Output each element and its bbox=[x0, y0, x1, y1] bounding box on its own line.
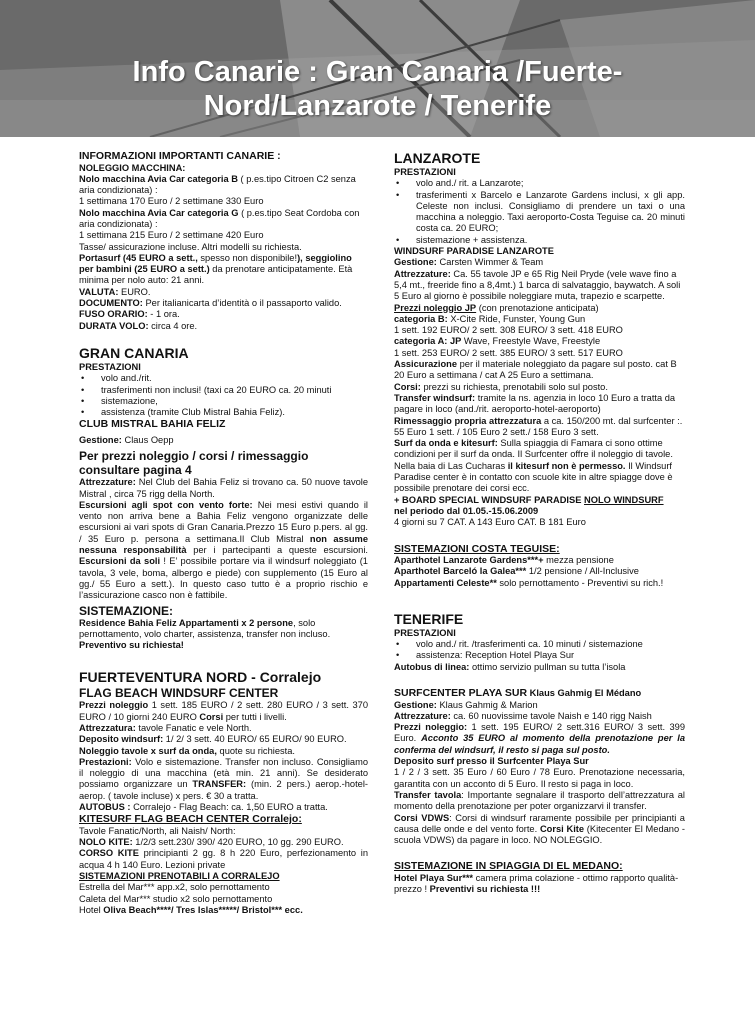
list-item: • sistemazione + assistenza. bbox=[394, 235, 685, 246]
list-item: • assistenza (tramite Club Mistral Bahia Feliz). bbox=[79, 407, 368, 418]
tf-deposito-text: 1 / 2 / 3 sett. 35 Euro / 60 Euro / 78 Euro. Prenotazione necessaria, garantita con un acconto di 5 Euro. Il resto si paga in loco. bbox=[394, 767, 685, 789]
page-title bbox=[0, 55, 755, 123]
lz-cat-b: categoria B: X-Cite Ride, Funster, Young Gun bbox=[394, 313, 586, 324]
tf-sistemazione-heading: SISTEMAZIONE IN SPIAGGIA DI EL MEDANO: bbox=[394, 860, 623, 873]
tf-attrezzature: Attrezzature: ca. 60 nuovissime tavole Naish e 140 rigg Naish bbox=[394, 710, 652, 721]
tf-corsi: Corsi VDWS: Corsi di windsurf raramente possibile per principianti a causa delle onde e del vento forte. Corsi Kite (Kitecenter El Medano - scuola VDWS) da pagare in loco. NO NOLEGGIO. bbox=[394, 812, 685, 846]
lz-transfer: Transfer windsurf: tramite la ns. agenzia in loco 10 Euro a tratta da pagare in loco (and./rit. aeroporto-hotel-aeroporto) bbox=[394, 392, 676, 415]
lz-prezzi: Prezzi noleggio JP (con prenotazione anticipata) bbox=[394, 302, 599, 313]
documento-text: DOCUMENTO: Per italianicarta d’identità o il passaporto valido. bbox=[79, 298, 342, 309]
gc-prestazioni-list bbox=[79, 373, 368, 418]
fv-sistemazioni-heading: SISTEMAZIONI PRENOTABILI A CORRALEJO bbox=[79, 871, 280, 882]
lz-special-period: nel periodo dal 01.05.-15.06.2009 bbox=[394, 505, 539, 516]
fv-corso-kite: CORSO KITE principianti 2 gg. 8 h 220 Euro, perfezionamento in acqua 4 h 140 Euro. Lezioni private bbox=[79, 848, 368, 870]
fv-nolo-kite: NOLO KITE: 1/2/3 sett.230/ 390/ 420 EURO, 10 gg. 290 EURO. bbox=[79, 837, 344, 848]
lz-attrezzature: Attrezzature: Ca. 55 tavole JP e 65 Rig Neil Pryde (vele wave fino a 5,4 mt., freeride fino a 8,4mt.) 1 barca di salvataggio, baywatch. A soli 5 Euro al giorno è possibile noleggiare muta, trapezio e scarpette. bbox=[394, 268, 681, 302]
valuta-text: VALUTA: EURO. bbox=[79, 286, 151, 297]
fv-hotel-1: Estrella del Mar*** app.x2, solo pernottamento bbox=[79, 882, 270, 893]
flag-beach-heading: FLAG BEACH WINDSURF CENTER bbox=[79, 686, 279, 701]
list-item: • assistenza: Reception Hotel Playa Sur bbox=[394, 650, 685, 661]
lz-rimessaggio: Rimessaggio propria attrezzatura a ca. 150/200 mt. dal surfcenter :. 55 Euro 1 sett. / 105 Euro 2 sett./ 158 Euro 3 sett. bbox=[394, 415, 683, 437]
info-heading: INFORMAZIONI IMPORTANTI CANARIE : bbox=[79, 150, 281, 162]
rental-heading: NOLEGGIO MACCHINA: bbox=[79, 162, 186, 173]
lz-sistemazioni-heading: SISTEMAZIONI COSTA TEGUISE: bbox=[394, 542, 560, 555]
title-line-2: Nord/Lanzarote / Tenerife bbox=[203, 90, 552, 122]
fv-deposito: Deposito windsurf: 1/ 2/ 3 sett. 40 EURO/ 65 EURO/ 90 EURO. bbox=[79, 734, 347, 745]
car-g-text: Nolo macchina Avia Car categoria G ( p.es.tipo Seat Cordoba con aria condizionata) : bbox=[79, 207, 360, 229]
tf-deposito-heading: Deposito surf presso il Surfcenter Playa Sur bbox=[394, 756, 589, 767]
lz-special-prices: 4 giorni su 7 CAT. A 143 Euro CAT. B 181 Euro bbox=[394, 517, 586, 528]
windsurf-paradise-heading: WINDSURF PARADISE LANZAROTE bbox=[394, 246, 554, 257]
list-item: • sistemazione, bbox=[79, 396, 368, 407]
tf-prezzi: Prezzi noleggio: 1 sett. 195 EURO/ 2 sett.316 EURO/ 3 sett. 399 Euro. Acconto 35 EURO al momento della prenotazione per la conferma del windsurf, il resto si paga sul posto. bbox=[394, 722, 685, 755]
fuso-text: FUSO ORARIO: - 1 ora. bbox=[79, 309, 180, 320]
gc-sistemazione-text: Residence Bahia Feliz Appartamenti x 2 persone, solo pernottamento, volo charter, assistenza, transfer non incluso. Preventivo su richiesta! bbox=[79, 617, 331, 651]
list-item: • volo and./ rit. a Lanzarote; bbox=[394, 178, 685, 189]
list-item: • volo and./rit. bbox=[79, 373, 368, 384]
fv-hotel-2: Caleta del Mar*** studio x2 solo pernottamento bbox=[79, 893, 273, 904]
header-banner bbox=[0, 0, 755, 137]
fv-autobus: AUTOBUS : Corralejo - Flag Beach: ca. 1,50 EURO a tratta. bbox=[79, 802, 328, 813]
title-line-1: Info Canarie : Gran Canaria /Fuerte- bbox=[132, 56, 623, 88]
lz-hotel-1: Aparthotel Lanzarote Gardens***+ mezza pensione bbox=[394, 555, 614, 565]
durata-text: DURATA VOLO: circa 4 ore. bbox=[79, 320, 198, 331]
tf-transfer: Transfer tavola: Importante segnalare il trasporto dell’attrezzatura al momento della prenotazione per poter organizzarvi il transfer. bbox=[394, 789, 685, 812]
right-column bbox=[394, 150, 685, 896]
portasurf-text: Portasurf (45 EURO a sett., spesso non disponibile!), seggiolino per bambini (25 EURO a sett.) da prenotare anticipatamente. Età minima per nolo auto: 21 anni. bbox=[79, 252, 353, 286]
tf-prestazioni-label: PRESTAZIONI bbox=[394, 627, 456, 638]
lz-cat-a: categoria A: JP Wave, Freestyle Wave, Freestyle bbox=[394, 336, 601, 347]
tf-hotel: Hotel Playa Sur*** camera prima colazione - ottimo rapporto qualità-prezzo ! Preventivi su richiesta !!! bbox=[394, 872, 679, 895]
kitesurf-heading: KITESURF FLAG BEACH CENTER Corralejo: bbox=[79, 813, 302, 826]
gc-prezzi-heading: Per prezzi noleggio / corsi / rimessaggio consultare pagina 4 bbox=[79, 449, 309, 478]
lz-surf-onda: Surf da onda e kitesurf: Sulla spiaggia di Famara ci sono ottime condizioni per il surf da onda. Il Surfcenter offre il noleggio di tavole. Nella baia di Las Cucharas il kitesurf non è permesso. Il Windsurf Paradise center è in contatto con scuole kite in altre spiagge dove è possibile prenotare dei corsi ecc. bbox=[394, 438, 673, 494]
gc-attrezzatura: Attrezzature: Nel Club del Bahia Feliz si trovano ca. 50 nuove tavole Mistral , circa 75 rigg della North. bbox=[79, 477, 368, 499]
lanzarote-heading: LANZAROTE bbox=[394, 150, 481, 166]
lz-assicurazione: Assicurazione per il materiale noleggiato da pagare sul posto. cat B 20 Euro a settimana / cat A 25 Euro a settimana. bbox=[394, 359, 677, 381]
list-item: • volo and./ rit. /trasferimenti ca. 10 minuti / sistemazione bbox=[394, 639, 685, 650]
taxes-text: Tasse/ assicurazione incluse. Altri modelli su richiesta. bbox=[79, 241, 302, 252]
club-mistral-heading: CLUB MISTRAL BAHIA FELIZ bbox=[79, 418, 226, 431]
tf-gestione: Gestione: Klaus Gahmig & Marion bbox=[394, 699, 538, 710]
tf-surfcenter-heading: SURFCENTER PLAYA SUR Klaus Gahmig El Médano bbox=[394, 687, 642, 700]
tf-autobus: Autobus di linea: ottimo servizio pullman su tutta l’isola bbox=[394, 661, 626, 672]
lz-hotel-2: Aparthotel Barceló la Galea*** 1/2 pensione / All-Inclusive bbox=[394, 566, 639, 577]
left-column bbox=[79, 150, 368, 916]
lz-prestazioni-label: PRESTAZIONI bbox=[394, 167, 456, 177]
lz-special: + BOARD SPECIAL WINDSURF PARADISE NOLO WINDSURF bbox=[394, 494, 664, 505]
fv-hotel-3: Hotel Oliva Beach****/ Tres Islas*****/ Bristol*** ecc. bbox=[79, 904, 303, 915]
gran-canaria-heading: GRAN CANARIA bbox=[79, 344, 189, 361]
fv-noleggio: Noleggio tavole x surf da onda, quote su richiesta. bbox=[79, 745, 295, 756]
lz-hotel-3: Appartamenti Celeste** solo pernottamento - Preventivi su rich.! bbox=[394, 577, 664, 588]
gc-prestazioni-label: PRESTAZIONI bbox=[79, 361, 141, 372]
lz-gestione: Gestione: Carsten Wimmer & Team bbox=[394, 257, 544, 268]
lz-cat-a-prices: 1 sett. 253 EURO/ 2 sett. 385 EURO/ 3 sett. 517 EURO bbox=[394, 347, 623, 358]
car-b-text: Nolo macchina Avia Car categoria B ( p.es.tipo Citroen C2 senza aria condizionata) : bbox=[79, 173, 356, 196]
fv-prestazioni: Prestazioni: Volo e sistemazione. Transfer non incluso. Consigliamo il noleggio di una macchina (età min. 21 anni). Se desiderato possiamo organizzare un TRANSFER: (min. 2 pers.) aerop.-hotel- aerop. ( tavole incluse) x pers. € 30 a tratta. bbox=[79, 756, 368, 801]
tenerife-heading: TENERIFE bbox=[394, 610, 464, 627]
lz-prestazioni-list bbox=[394, 178, 685, 246]
car-b-prices: 1 settimana 170 Euro / 2 settimane 330 Euro bbox=[79, 196, 264, 207]
fv-prezzi: Prezzi noleggio 1 sett. 185 EURO / 2 sett. 280 EURO / 3 sett. 370 EURO / 10 giorni 240 EURO Corsi per tutti i livelli. bbox=[79, 700, 368, 722]
lz-corsi: Corsi: prezzi su richiesta, prenotabili solo sul posto. bbox=[394, 381, 608, 392]
lz-cat-b-prices: 1 sett. 192 EURO/ 2 sett. 308 EURO/ 3 sett. 418 EURO bbox=[394, 325, 623, 336]
fv-attrezzatura: Attrezzatura: tavole Fanatic e vele North. bbox=[79, 722, 252, 733]
fv-kite-tavole: Tavole Fanatic/North, ali Naish/ North: bbox=[79, 825, 236, 836]
list-item: • trasferimenti non inclusi! (taxi ca 20 EURO ca. 20 minuti bbox=[79, 385, 368, 396]
car-g-prices: 1 settimana 215 Euro / 2 settimane 420 Euro bbox=[79, 230, 264, 241]
gc-escursioni: Escursioni agli spot con vento forte: Nei mesi estivi quando il vento non arriva bene a Bahia Feliz vengono organizzate delle escursioni ai vari spots di Gran Canaria.Prezzo 15 Euro p.pers. al gg. / 35 Euro p. persona a settimana.Il Club Mistral non assume nessuna responsabilità per i partecipanti a queste escursioni. Escursioni da soli ! E’ possibile portare via il windsurf noleggiato (1 tavola, 3 vele, boma, albergo e piede) con supplemento (15 Euro al gg./ 55 Euro a sett.). In questo caso tutto è a proprio rischio e l’assicurazione casco non è fattibile. bbox=[79, 499, 368, 601]
gc-gestione: Gestione: Claus Oepp bbox=[79, 434, 174, 445]
list-item: • trasferimenti x Barcelo e Lanzarote Gardens inclusi, x gli app. Celeste non inclusi. Consigliamo di prendere un taxi o una macchina a noleggio. Taxi aeroporto-Costa Teguise ca. 20 minuti costa ca. 20 EURO; bbox=[394, 190, 685, 235]
gc-sistemazione-heading: SISTEMAZIONE: bbox=[79, 603, 174, 618]
fuerteventura-heading: FUERTEVENTURA NORD - Corralejo bbox=[79, 669, 322, 686]
tf-prestazioni-list bbox=[394, 639, 685, 662]
